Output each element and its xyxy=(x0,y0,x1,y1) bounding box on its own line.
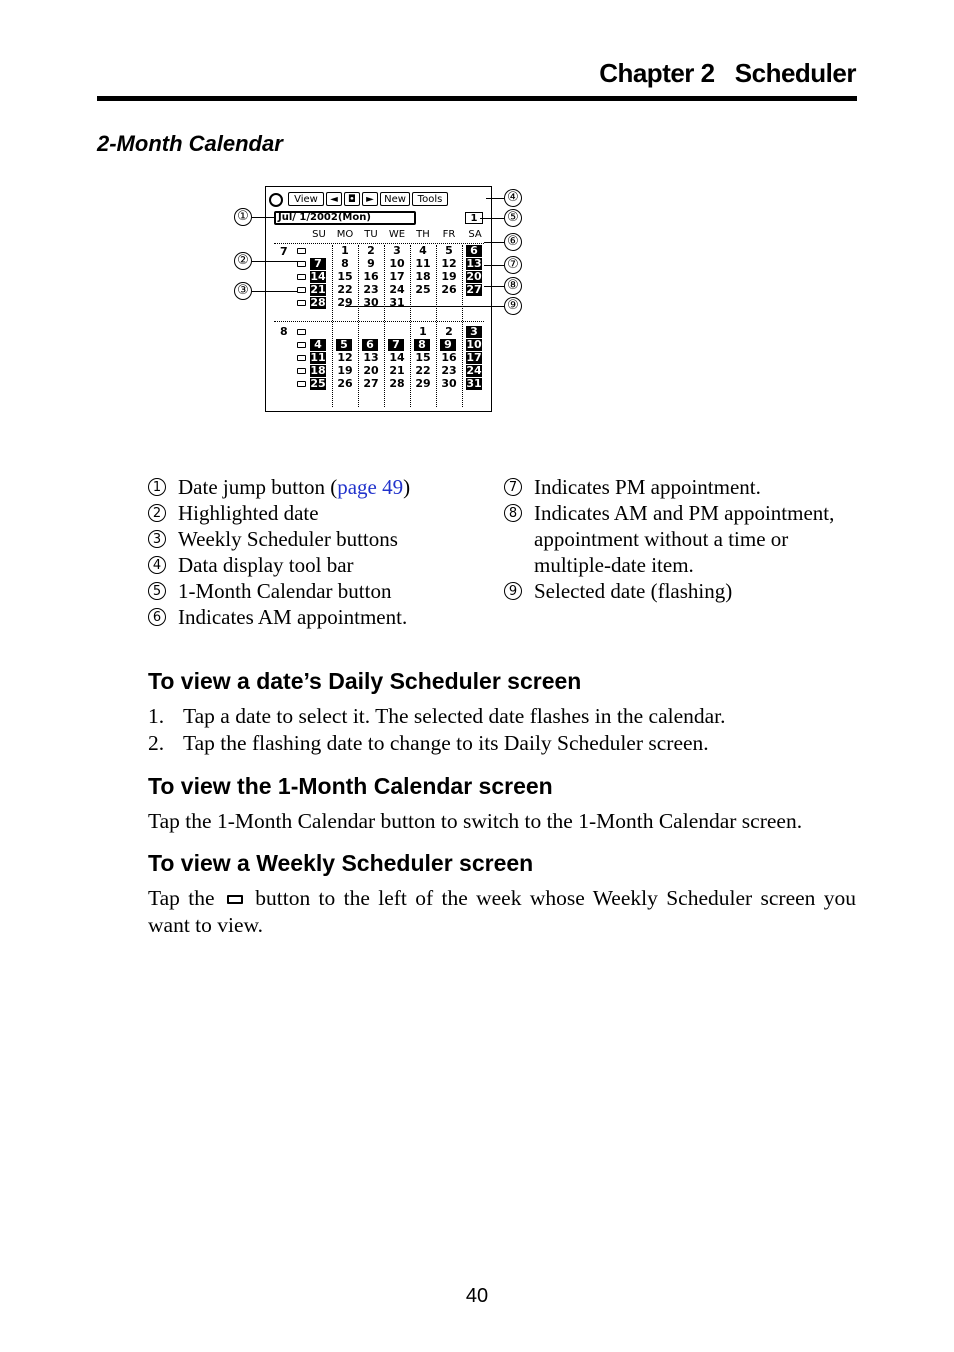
legend-text: Weekly Scheduler buttons xyxy=(178,527,398,551)
legend-number: 1 xyxy=(148,478,166,496)
date-jump-icon[interactable] xyxy=(269,193,283,207)
callout-line xyxy=(484,286,504,287)
legend-number: 5 xyxy=(148,582,166,600)
calendar-date[interactable]: 6 xyxy=(466,245,482,257)
callout-line xyxy=(486,198,504,199)
callout-3: ③ xyxy=(234,282,252,300)
legend-number: 6 xyxy=(148,608,166,626)
calendar-date[interactable]: 15 xyxy=(337,270,353,283)
day-header: FR xyxy=(442,229,456,240)
weekly-scheduler-button[interactable] xyxy=(297,368,306,374)
weekly-scheduler-button[interactable] xyxy=(297,274,306,280)
calendar-date[interactable]: 19 xyxy=(337,364,353,377)
calendar-date[interactable]: 31 xyxy=(466,377,482,390)
callout-6: ⑥ xyxy=(504,233,522,251)
calendar-date[interactable]: 28 xyxy=(310,296,326,309)
callout-line xyxy=(252,217,274,218)
callout-1: ① xyxy=(234,208,252,226)
tools-button[interactable]: Tools xyxy=(412,192,448,206)
calendar-date[interactable]: 4 xyxy=(310,339,326,351)
calendar-date[interactable]: 8 xyxy=(414,339,430,351)
calendar-date[interactable]: 29 xyxy=(337,296,353,309)
step-number: 1. xyxy=(148,704,165,728)
legend-item xyxy=(504,474,856,500)
legend-item xyxy=(504,500,856,578)
calendar-date[interactable]: 17 xyxy=(389,270,405,283)
page-link[interactable]: page 49 xyxy=(337,475,404,499)
calendar-date[interactable]: 14 xyxy=(389,351,405,364)
callout-2: ② xyxy=(234,252,252,270)
month-number: 7 xyxy=(280,245,288,258)
legend-number: 7 xyxy=(504,478,522,496)
calendar-date[interactable]: 22 xyxy=(415,364,431,377)
day-header: WE xyxy=(388,229,406,240)
calendar-date[interactable]: 17 xyxy=(466,351,482,364)
calendar-date[interactable]: 3 xyxy=(393,244,401,257)
legend-item xyxy=(148,604,478,630)
legend-item xyxy=(148,474,478,500)
callout-5: ⑤ xyxy=(504,209,522,227)
next-button[interactable]: ► xyxy=(362,192,378,206)
calendar-date[interactable]: 29 xyxy=(415,377,431,390)
calendar-date[interactable]: 26 xyxy=(441,283,457,296)
home-button[interactable]: ◘ xyxy=(344,192,360,206)
legend-text: Date jump button (page 49) xyxy=(178,475,411,499)
paragraph-weekly xyxy=(148,885,856,939)
callout-line xyxy=(484,242,504,243)
calendar-date[interactable]: 5 xyxy=(445,244,453,257)
legend-text: 1-Month Calendar button xyxy=(178,579,392,603)
day-header: TH xyxy=(416,229,430,240)
previous-button[interactable]: ◄ xyxy=(326,192,342,206)
chapter-header: Chapter 2 Scheduler xyxy=(599,58,856,88)
calendar-date[interactable]: 15 xyxy=(415,351,431,364)
callout-line xyxy=(484,265,504,266)
calendar-date[interactable]: 10 xyxy=(466,338,482,351)
calendar-date[interactable]: 25 xyxy=(310,377,326,390)
legend-left xyxy=(148,474,478,630)
calendar-date[interactable]: 13 xyxy=(466,257,482,270)
calendar-date[interactable]: 1 xyxy=(341,244,349,257)
day-header: TU xyxy=(364,229,378,240)
weekly-scheduler-button[interactable] xyxy=(297,300,306,306)
legend-number: 3 xyxy=(148,530,166,548)
calendar-date[interactable]: 24 xyxy=(389,283,405,296)
step xyxy=(148,730,856,757)
legend-item xyxy=(148,500,478,526)
legend-number: 9 xyxy=(504,582,522,600)
calendar-date[interactable]: 30 xyxy=(441,377,457,390)
calendar-date[interactable]: 30 xyxy=(363,296,379,309)
calendar-date[interactable]: 11 xyxy=(310,351,326,364)
weekly-scheduler-button[interactable] xyxy=(297,355,306,361)
step-number: 2. xyxy=(148,731,165,755)
weekly-text-before: Tap the xyxy=(148,886,215,910)
weekly-scheduler-button[interactable] xyxy=(297,261,306,267)
calendar-date[interactable]: 16 xyxy=(441,351,457,364)
calendar-date[interactable]: 12 xyxy=(441,257,457,270)
weekly-scheduler-button[interactable] xyxy=(297,381,306,387)
paragraph-one-month: Tap the 1-Month Calendar button to switch to the 1-Month Calendar screen. xyxy=(148,809,803,833)
calendar-date[interactable]: 19 xyxy=(441,270,457,283)
calendar-date[interactable]: 9 xyxy=(367,257,375,270)
header-rule xyxy=(97,96,857,101)
callout-line xyxy=(252,261,298,262)
legend-text: Data display tool bar xyxy=(178,553,354,577)
data-display-toolbar xyxy=(269,192,448,208)
calendar-date[interactable]: 8 xyxy=(341,257,349,270)
calendar-screenshot xyxy=(265,186,492,412)
legend-item xyxy=(148,578,478,604)
callout-line xyxy=(345,306,504,307)
callout-line xyxy=(252,291,298,292)
weekly-scheduler-button[interactable] xyxy=(297,248,306,254)
day-header: SA xyxy=(468,229,482,240)
legend-text: Indicates AM appointment. xyxy=(178,605,408,629)
legend-number: 8 xyxy=(504,504,522,522)
month-number: 8 xyxy=(280,325,288,338)
calendar-date[interactable]: 18 xyxy=(310,364,326,377)
callout-8: ⑧ xyxy=(504,277,522,295)
date-jump-button[interactable]: Jul/ 1/2002(Mon) xyxy=(274,211,416,225)
calendar-date[interactable]: 13 xyxy=(363,351,379,364)
calendar-date[interactable]: 5 xyxy=(336,339,352,351)
calendar-date[interactable]: 26 xyxy=(337,377,353,390)
calendar-date[interactable]: 16 xyxy=(363,270,379,283)
callout-4: ④ xyxy=(504,189,522,207)
calendar-date[interactable]: 25 xyxy=(415,283,431,296)
calendar-date[interactable]: 27 xyxy=(466,283,482,296)
day-header: SU xyxy=(312,229,326,240)
calendar-date[interactable]: 7 xyxy=(310,258,326,270)
steps-daily-scheduler xyxy=(148,703,856,757)
legend-item xyxy=(148,526,478,552)
day-header: MO xyxy=(336,229,354,240)
calendar-date[interactable]: 12 xyxy=(337,351,353,364)
weekly-text-after: button to the left of the week whose Weekly Scheduler screen you want to view. xyxy=(148,886,857,937)
calendar-date[interactable]: 9 xyxy=(440,339,456,351)
calendar-date[interactable]: 27 xyxy=(363,377,379,390)
weekly-scheduler-button-icon xyxy=(227,895,243,904)
legend-item xyxy=(504,578,856,604)
callout-7: ⑦ xyxy=(504,256,522,274)
calendar-date[interactable]: 20 xyxy=(466,270,482,283)
legend-text: Selected date (flashing) xyxy=(534,579,733,603)
heading-one-month: To view the 1-Month Calendar screen xyxy=(148,773,553,799)
calendar-date[interactable]: 2 xyxy=(367,244,375,257)
heading-weekly: To view a Weekly Scheduler screen xyxy=(148,850,534,876)
legend-number: 4 xyxy=(148,556,166,574)
legend-text: Highlighted date xyxy=(178,501,319,525)
weekly-scheduler-button[interactable] xyxy=(297,329,306,335)
calendar-date[interactable]: 23 xyxy=(441,364,457,377)
calendar-date[interactable]: 23 xyxy=(363,283,379,296)
step-text: Tap the flashing date to change to its Daily Scheduler screen. xyxy=(183,731,709,755)
weekly-scheduler-button[interactable] xyxy=(297,342,306,348)
heading-daily-scheduler: To view a date’s Daily Scheduler screen xyxy=(148,668,582,694)
calendar-date[interactable]: 14 xyxy=(310,270,326,283)
calendar-date[interactable]: 6 xyxy=(362,339,378,351)
weekly-scheduler-button[interactable] xyxy=(297,287,306,293)
section-title: 2-Month Calendar xyxy=(97,131,283,156)
calendar-date[interactable]: 4 xyxy=(419,244,427,257)
calendar-date[interactable]: 28 xyxy=(389,377,405,390)
page-number: 40 xyxy=(465,1285,489,1307)
legend-right xyxy=(504,474,856,604)
one-month-calendar-button[interactable]: 1 xyxy=(465,212,483,224)
calendar-date[interactable]: 10 xyxy=(389,257,405,270)
legend-text: Indicates PM appointment. xyxy=(534,475,761,499)
step xyxy=(148,703,856,730)
calendar-date[interactable]: 20 xyxy=(363,364,379,377)
new-button[interactable]: New xyxy=(380,192,410,206)
legend-text: Indicates AM and PM appointment, appointment without a time or multiple-date item. xyxy=(534,501,835,577)
calendar-date[interactable]: 24 xyxy=(466,364,482,377)
legend-item xyxy=(148,552,478,578)
calendar-date[interactable]: 1 xyxy=(419,325,427,338)
divider xyxy=(274,321,484,322)
calendar-date[interactable]: 3 xyxy=(466,326,482,338)
view-button[interactable]: View xyxy=(288,192,324,206)
calendar-date[interactable]: 7 xyxy=(388,339,404,351)
step-text: Tap a date to select it. The selected date flashes in the calendar. xyxy=(183,704,726,728)
calendar-date[interactable]: 21 xyxy=(389,364,405,377)
calendar-date[interactable]: 31 xyxy=(389,296,405,309)
legend-number: 2 xyxy=(148,504,166,522)
calendar-date[interactable]: 11 xyxy=(415,257,431,270)
calendar-date[interactable]: 18 xyxy=(415,270,431,283)
calendar-date[interactable]: 22 xyxy=(337,283,353,296)
column-divider xyxy=(462,245,463,407)
callout-9: ⑨ xyxy=(504,297,522,315)
callout-line xyxy=(480,218,504,219)
calendar-date[interactable]: 21 xyxy=(310,283,326,296)
calendar-date[interactable]: 2 xyxy=(445,325,453,338)
